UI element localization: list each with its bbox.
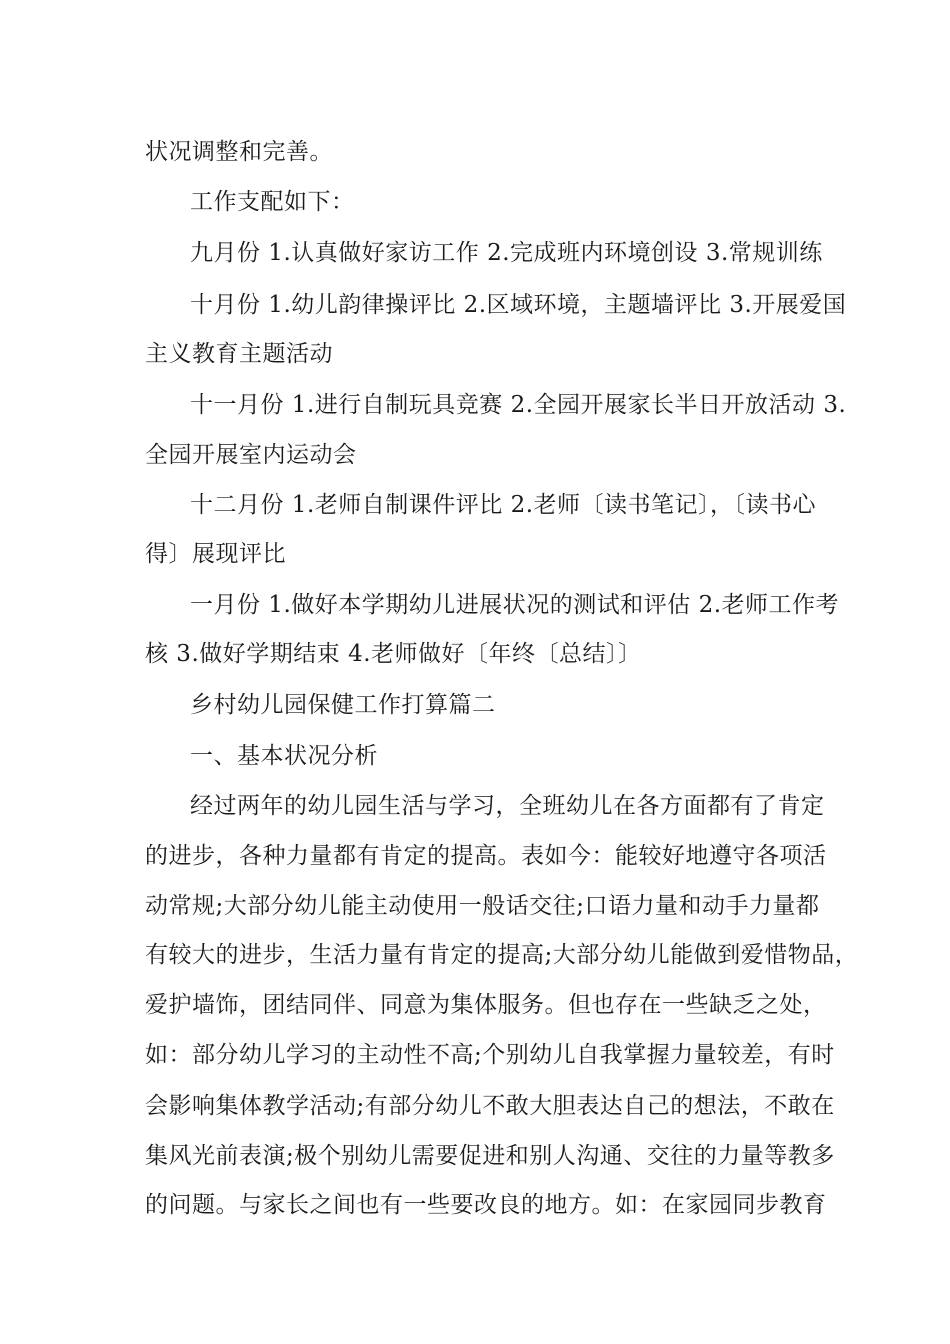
text-line: 的问题。与家长之间也有一些要改良的地方。如：在家园同步教育	[145, 1192, 827, 1218]
text-line: 动常规;大部分幼儿能主动使用一般话交往;口语力量和动手力量都	[145, 893, 820, 919]
text-line: 状况调整和完善。	[145, 139, 333, 165]
text-line: 工作支配如下：	[190, 189, 355, 215]
text-line: 十二月份 1.老师自制课件评比 2.老师〔读书笔记〕，〔读书心	[190, 492, 817, 518]
subsection-heading: 一、基本状况分析	[190, 743, 378, 769]
text-line: 九月份 1.认真做好家访工作 2.完成班内环境创设 3.常规训练	[190, 240, 823, 266]
text-line: 经过两年的幼儿园生活与学习，全班幼儿在各方面都有了肯定	[190, 793, 825, 819]
text-line: 集风光前表演;极个别幼儿需要促进和别人沟通、交往的力量等教多	[145, 1143, 835, 1169]
text-line: 得〕展现评比	[145, 541, 286, 567]
text-line: 会影响集体教学活动;有部分幼儿不敢大胆表达自己的想法，不敢在	[145, 1093, 835, 1119]
text-line: 核 3.做好学期结束 4.老师做好〔年终〔总结〕〕	[145, 641, 642, 667]
text-line: 十月份 1.幼儿韵律操评比 2.区域环境，主题墙评比 3.开展爱国	[190, 292, 847, 318]
text-line: 主义教育主题活动	[145, 341, 333, 367]
text-line: 的进步，各种力量都有肯定的提高。表如今：能较好地遵守各项活	[145, 843, 827, 869]
text-line: 有较大的进步，生活力量有肯定的提高;大部分幼儿能做到爱惜物品，	[145, 942, 859, 968]
section-heading: 乡村幼儿园保健工作打算篇二	[190, 692, 496, 718]
text-line: 如：部分幼儿学习的主动性不高;个别幼儿自我掌握力量较差，有时	[145, 1042, 835, 1068]
text-line: 爱护墙饰，团结同伴、同意为集体服务。但也存在一些缺乏之处，	[145, 992, 827, 1018]
text-line: 一月份 1.做好本学期幼儿进展状况的测试和评估 2.老师工作考	[190, 592, 840, 618]
text-line: 十一月份 1.进行自制玩具竞赛 2.全园开展家长半日开放活动 3.	[190, 392, 847, 418]
text-line: 全园开展室内运动会	[145, 442, 357, 468]
